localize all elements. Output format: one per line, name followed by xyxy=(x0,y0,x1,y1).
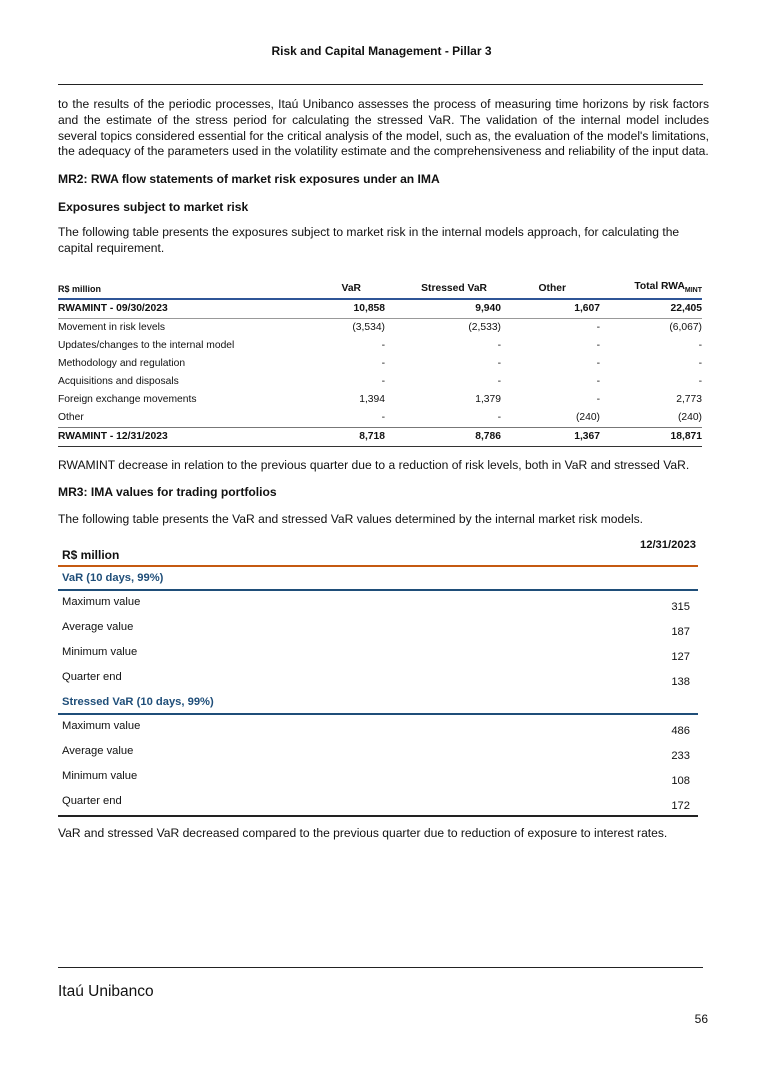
row-value: 172 xyxy=(671,800,690,813)
row-other: - xyxy=(596,340,600,352)
mr2-header-other: Other xyxy=(501,272,600,299)
row-var: - xyxy=(381,412,385,424)
row-value: 127 xyxy=(671,651,690,664)
table-row xyxy=(58,337,702,355)
row-value: 486 xyxy=(671,725,690,738)
row-stressed-var: - xyxy=(497,376,501,388)
table-row xyxy=(58,318,702,337)
row-label: Quarter end xyxy=(62,795,122,808)
mr3-group-title: Stressed VaR (10 days, 99%) xyxy=(58,691,698,715)
mr3-header-unit: R$ million xyxy=(62,548,120,563)
row-label: Average value xyxy=(62,745,134,758)
mr2-description: The following table presents the exposures subject to market risk in the internal models approach, for calculating the capital requirement. xyxy=(58,225,680,255)
row-label: Updates/changes to the internal model xyxy=(58,340,235,352)
row-var: 8,718 xyxy=(260,427,385,446)
page-content xyxy=(58,97,709,842)
row-label: Quarter end xyxy=(62,671,122,684)
row-total: (6,067) xyxy=(669,322,702,334)
row-label: RWAMINT - 09/30/2023 xyxy=(58,299,260,319)
row-label: Average value xyxy=(62,621,134,634)
mr3-table xyxy=(58,539,698,817)
table-row xyxy=(58,790,698,817)
table-row xyxy=(58,391,702,409)
row-value: 108 xyxy=(671,775,690,788)
page-header-title: Risk and Capital Management - Pillar 3 xyxy=(271,44,492,58)
mr2-table xyxy=(58,272,702,447)
mr3-header-row xyxy=(58,539,698,567)
table-row xyxy=(58,616,698,641)
row-other: 1,367 xyxy=(501,427,600,446)
mr2-note: RWAMINT decrease in relation to the previous quarter due to a reduction of risk levels, both in VaR and stressed VaR. xyxy=(58,457,690,472)
mr3-group-title: VaR (10 days, 99%) xyxy=(58,567,698,591)
page-number: 56 xyxy=(694,1012,708,1026)
intro-paragraph: to the results of the periodic processes, Itaú Unibanco assesses the process of measuring time horizons by risk factors and the estimate of the stress period for calculating the stressed VaR. The validation of the internal model includes several topics considered essential for the critical analysis of the model, such as, the evaluation of the model's limitations, the adequacy of the parameters used in the volatility estimate and the comprehensiveness and reliability of the input data. xyxy=(58,97,709,159)
table-row xyxy=(58,666,698,691)
footer-company: Itaú Unibanco xyxy=(58,983,154,1000)
row-total: - xyxy=(698,358,702,370)
row-var: (3,534) xyxy=(352,322,385,334)
row-label: Minimum value xyxy=(62,770,138,783)
row-other: 1,607 xyxy=(501,299,600,319)
mr2-header-total-sub: MINT xyxy=(684,286,702,294)
mr2-header-total xyxy=(600,272,702,299)
row-other: (240) xyxy=(575,412,600,424)
row-var: 10,858 xyxy=(260,299,385,319)
row-stressed-var: - xyxy=(497,358,501,370)
table-row xyxy=(58,427,702,446)
row-total: 18,871 xyxy=(600,427,702,446)
row-total: 22,405 xyxy=(600,299,702,319)
row-stressed-var: 1,379 xyxy=(475,394,501,406)
row-label: Other xyxy=(58,412,84,424)
row-value: 187 xyxy=(671,626,690,639)
row-var: - xyxy=(381,340,385,352)
mr2-header-total-label: Total RWA xyxy=(634,280,685,292)
row-label: Acquisitions and disposals xyxy=(58,376,179,388)
mr3-note: VaR and stressed VaR decreased compared to the previous quarter due to reduction of exposure to interest rates. xyxy=(58,826,668,841)
row-label: Maximum value xyxy=(62,596,141,609)
row-stressed-var: - xyxy=(497,340,501,352)
table-row xyxy=(58,355,702,373)
row-var: - xyxy=(381,376,385,388)
header-divider xyxy=(58,84,703,85)
table-row xyxy=(58,591,698,616)
row-stressed-var: 9,940 xyxy=(385,299,501,319)
row-var: 1,394 xyxy=(359,394,385,406)
row-stressed-var: 8,786 xyxy=(385,427,501,446)
row-label: RWAMINT - 12/31/2023 xyxy=(58,427,260,446)
mr2-header-row xyxy=(58,272,702,299)
row-label: Maximum value xyxy=(62,720,141,733)
row-var: - xyxy=(381,358,385,370)
table-row xyxy=(58,641,698,666)
row-stressed-var: - xyxy=(497,412,501,424)
row-total: - xyxy=(698,376,702,388)
mr2-header-stressed-var: Stressed VaR xyxy=(385,272,501,299)
mr3-header-date: 12/31/2023 xyxy=(640,539,696,552)
table-row xyxy=(58,409,702,428)
row-value: 315 xyxy=(671,601,690,614)
row-other: - xyxy=(596,322,600,334)
mr3-description: The following table presents the VaR and stressed VaR values determined by the internal market risk models. xyxy=(58,511,644,526)
mr2-header-unit: R$ million xyxy=(58,272,260,299)
row-label: Foreign exchange movements xyxy=(58,394,197,406)
mr2-subtitle: Exposures subject to market risk xyxy=(58,200,249,215)
row-value: 233 xyxy=(671,750,690,763)
table-row xyxy=(58,740,698,765)
row-total: - xyxy=(698,340,702,352)
mr2-title: MR2: RWA flow statements of market risk exposures under an IMA xyxy=(58,172,440,187)
row-total: 2,773 xyxy=(676,394,702,406)
row-other: - xyxy=(596,376,600,388)
footer-divider xyxy=(58,967,703,968)
row-other: - xyxy=(596,358,600,370)
row-label: Minimum value xyxy=(62,646,138,659)
row-label: Methodology and regulation xyxy=(58,358,186,370)
table-row xyxy=(58,715,698,740)
mr2-header-var: VaR xyxy=(260,272,385,299)
table-row xyxy=(58,765,698,790)
row-label: Movement in risk levels xyxy=(58,322,166,334)
row-stressed-var: (2,533) xyxy=(468,322,501,334)
table-row xyxy=(58,299,702,319)
row-value: 138 xyxy=(671,676,690,689)
table-row xyxy=(58,373,702,391)
mr3-title: MR3: IMA values for trading portfolios xyxy=(58,484,277,499)
row-total: (240) xyxy=(677,412,702,424)
row-other: - xyxy=(596,394,600,406)
